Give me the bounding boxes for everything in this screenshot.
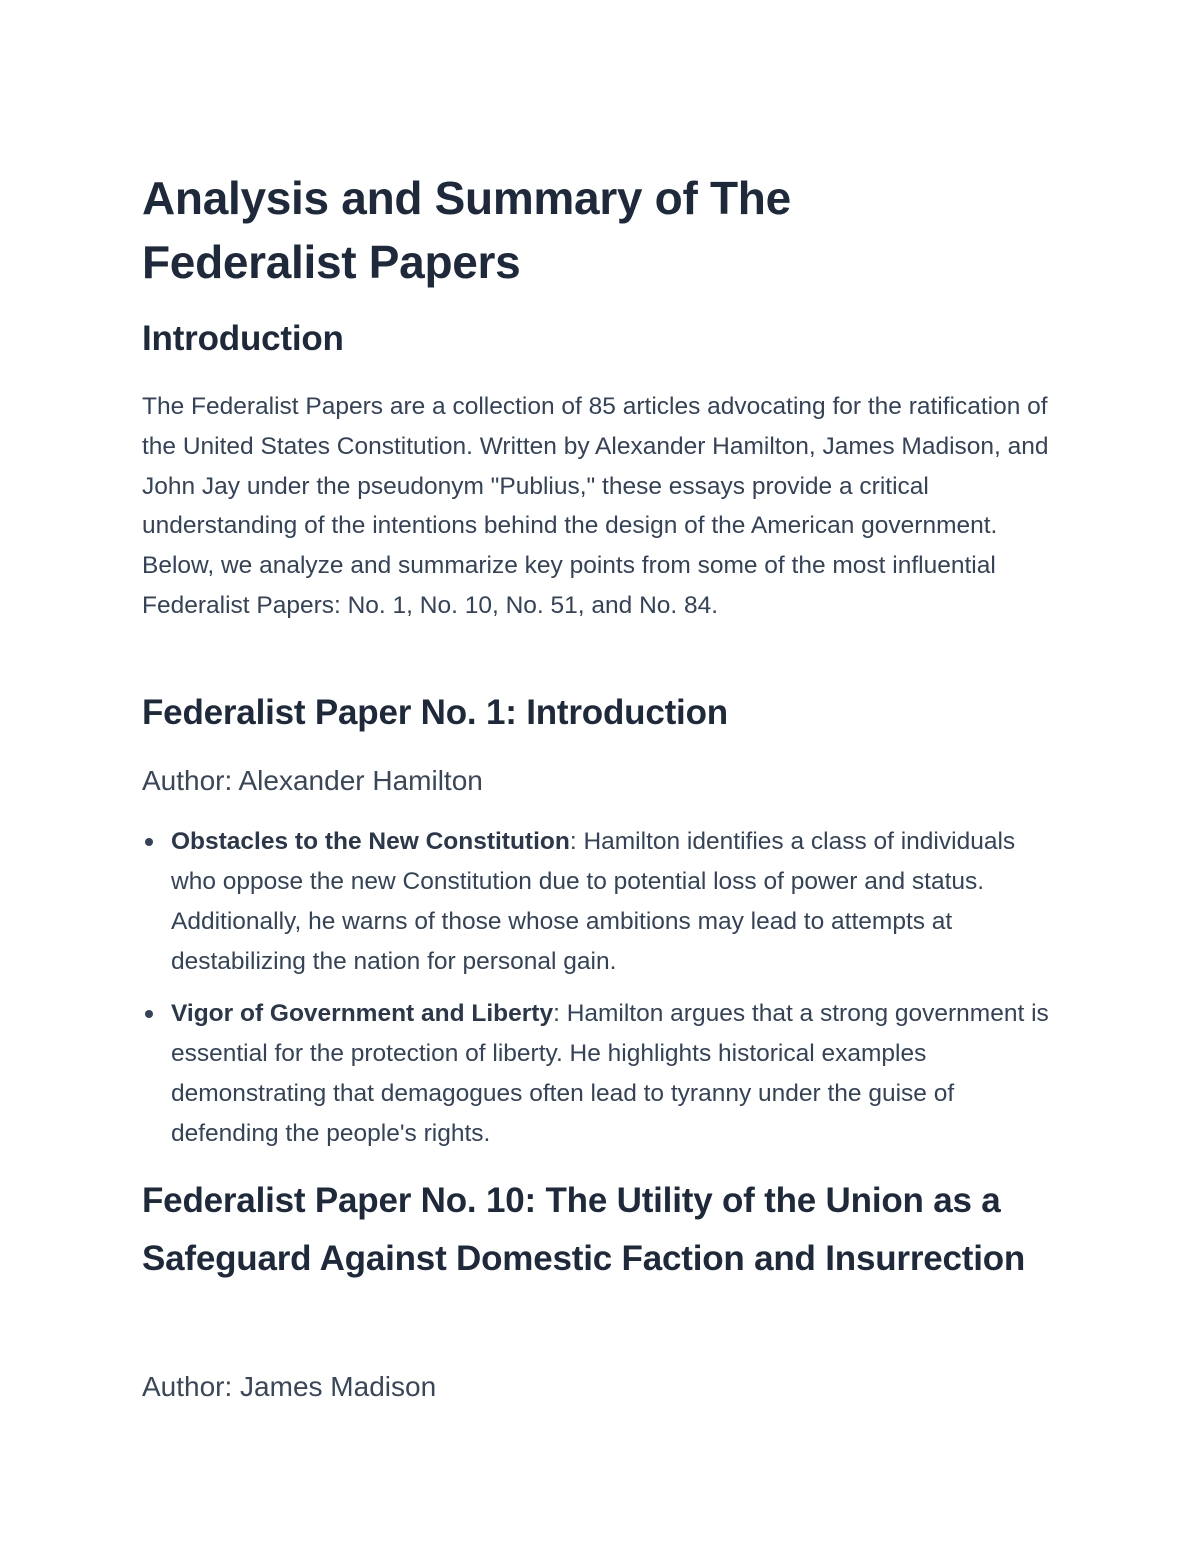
bullet-dot-icon (145, 1010, 153, 1018)
paper1-points-list (142, 822, 1057, 1166)
paper10-heading: Federalist Paper No. 10: The Utility of the Union as a Safeguard Against Domestic Faction and Insurrection (142, 1181, 1026, 1278)
point-text: : Hamilton identifies a class of individuals who oppose the new Constitution due to potential loss of power and status. Additionally, he warns of those whose ambitions may lead to attempts at destabilizing the nation for personal gain. (171, 828, 1016, 975)
point-term: Vigor of Government and Liberty (171, 1000, 554, 1027)
point-text: : Hamilton argues that a strong government is essential for the protection of liberty. He highlights historical examples demonstrating that demagogues often lead to tyranny under the guise of defending the people's rights. (171, 1000, 1049, 1147)
introduction-heading: Introduction (142, 319, 344, 358)
paper1-author: Author: Alexander Hamilton (142, 765, 483, 796)
document-title: Analysis and Summary of The Federalist Papers (142, 172, 791, 288)
bullet-dot-icon (145, 838, 153, 846)
introduction-paragraph: The Federalist Papers are a collection of 85 articles advocating for the ratification of the United States Constitution. Written by Alexander Hamilton, James Madison, and John Jay under the pseudonym "Publius," these essays provide a critical understanding of the intentions behind the design of the American government. Below, we analyze and summarize key points from some of the most influential Federalist Papers: No. 1, No. 10, No. 51, and No. 84. (142, 393, 1049, 619)
paper10-author: Author: James Madison (142, 1371, 437, 1402)
point-term: Obstacles to the New Constitution (171, 828, 570, 855)
paper1-heading: Federalist Paper No. 1: Introduction (142, 693, 728, 732)
list-item (142, 994, 1057, 1154)
list-item (142, 822, 1057, 982)
